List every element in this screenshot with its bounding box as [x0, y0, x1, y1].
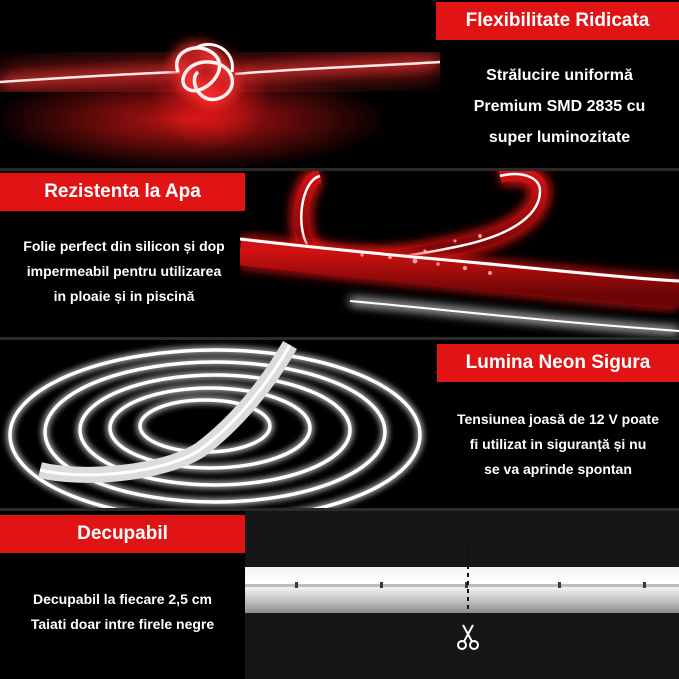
- feature-panel-safe-neon-light: [0, 340, 679, 508]
- feature-panel-cuttable: [0, 511, 679, 679]
- red-neon-strip-water-drops-image: [240, 171, 679, 337]
- feature-description: Decupabil la fiecare 2,5 cm Taiati doar intre firele negre: [30, 591, 215, 632]
- feature-title-badge: Lumina Neon Sigura: [437, 344, 679, 382]
- feature-panel-flexibility: [0, 0, 679, 168]
- feature-panel-water-resistance: [0, 171, 679, 337]
- feature-description: Strălucire uniformă Premium SMD 2835 cu super luminozitate: [473, 67, 646, 146]
- feature-title-badge: Decupabil: [0, 515, 245, 553]
- feature-description: Folie perfect din silicon și dop impermeabil pentru utilizarea in ploaie și in piscină: [23, 238, 225, 304]
- neon-strip-cut-line-image: [245, 511, 679, 679]
- feature-description: Tensiunea joasă de 12 V poate fi utilizat in siguranță și nu se va aprinde spontan: [456, 411, 660, 477]
- feature-title-badge: Flexibilitate Ridicata: [436, 2, 679, 40]
- white-neon-coil-image: [0, 340, 440, 508]
- feature-title-badge: Rezistenta la Apa: [0, 173, 245, 211]
- scissors-icon: [455, 623, 481, 651]
- red-neon-knot-image: [0, 0, 440, 168]
